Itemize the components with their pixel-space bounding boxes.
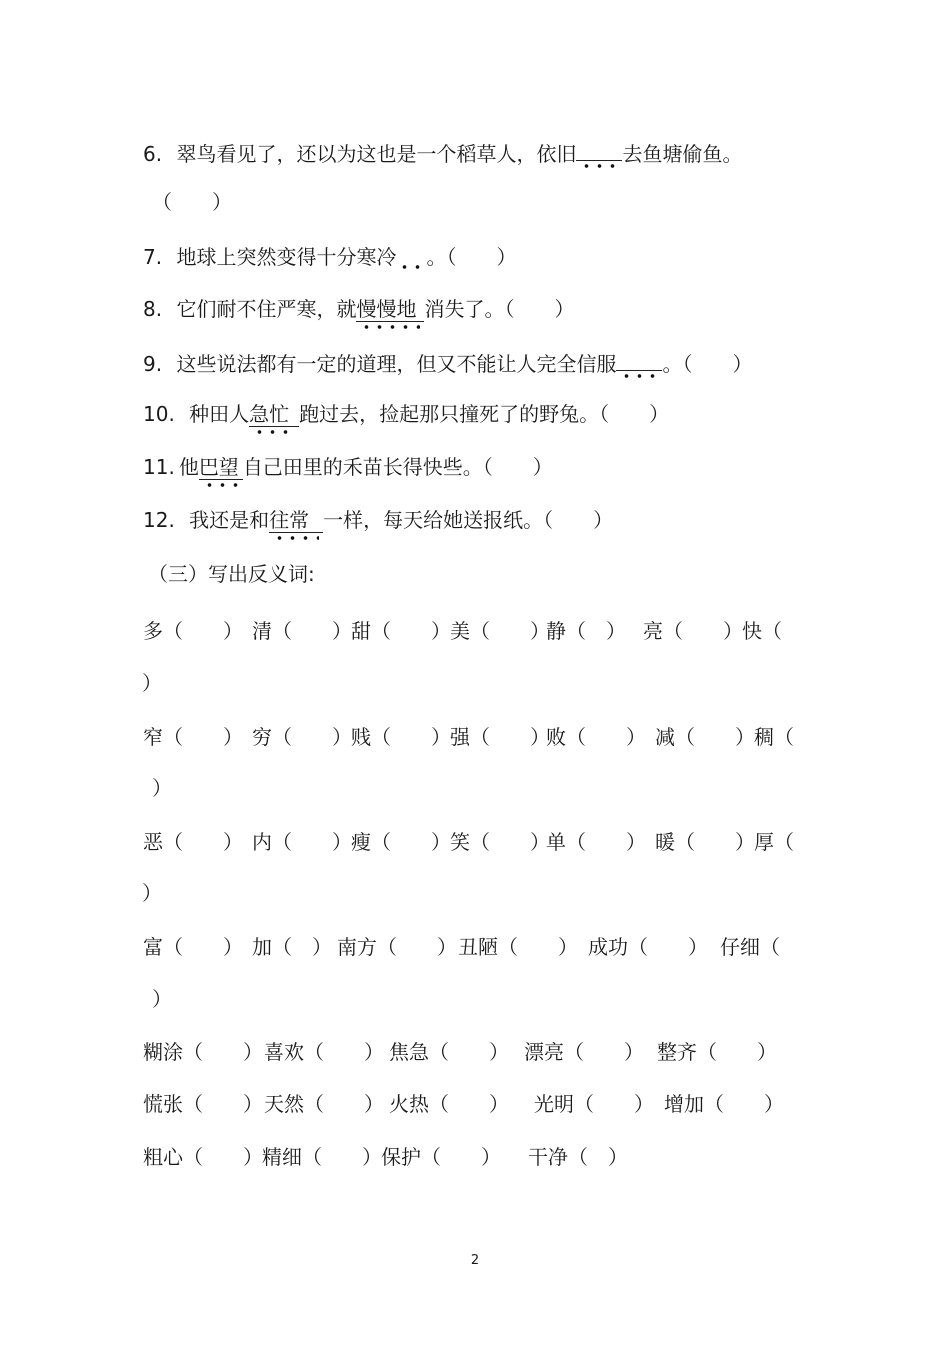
question-6-number: 6. <box>143 142 163 166</box>
antonym-item: 美（ ） <box>450 619 550 643</box>
antonym-item: 暖（ ） <box>655 830 755 854</box>
antonym-item: 光明（ ） <box>534 1092 654 1116</box>
question-12-number: 12. <box>143 508 175 532</box>
question-9-blank <box>616 350 662 371</box>
antonym-item: 单（ ） <box>546 830 646 854</box>
question-6-blank <box>576 140 622 161</box>
antonym-item: 败（ ） <box>546 725 646 749</box>
antonym-item-continuation: ） <box>152 776 172 800</box>
antonym-item: 加（ ） <box>252 935 332 959</box>
antonym-item: 快（ <box>742 619 782 643</box>
question-7 <box>143 244 516 268</box>
antonym-item: 整齐（ ） <box>657 1040 777 1064</box>
question-8 <box>143 297 574 321</box>
question-6-text-post: 去鱼塘偷鱼。 <box>622 142 743 166</box>
antonym-item: 慌张（ ） <box>143 1092 263 1116</box>
question-9-text-post: 。（ ） <box>662 352 753 376</box>
antonym-item: 焦急（ ） <box>389 1040 509 1064</box>
question-7-text-pre: 地球上突然变得十分寒冷 <box>176 245 397 269</box>
antonym-item: 富（ ） <box>143 935 243 959</box>
question-7-number: 7. <box>143 245 163 269</box>
question-10-underlined-word: 急忙 <box>249 402 299 427</box>
question-12-underlined-word: 往常 <box>269 508 323 533</box>
antonym-item: 静（ ） <box>546 619 626 643</box>
antonym-item: 粗心（ ） <box>143 1145 263 1169</box>
antonym-item: 瘦（ ） <box>351 830 451 854</box>
antonym-item: 成功（ ） <box>588 935 708 959</box>
antonym-item: 漂亮（ ） <box>524 1040 644 1064</box>
question-9-text-pre: 这些说法都有一定的道理，但又不能让人完全信服 <box>176 352 617 376</box>
question-6 <box>143 140 742 164</box>
question-12-text-pre: 我还是和 <box>189 508 270 532</box>
antonym-item: 窄（ ） <box>143 725 243 749</box>
question-9-number: 9. <box>143 352 163 376</box>
antonym-item: 厚（ <box>754 830 794 854</box>
question-12 <box>143 508 613 532</box>
question-11-underlined-word: 巴望 <box>199 455 243 480</box>
antonym-item: 内（ ） <box>252 830 352 854</box>
antonym-item: 强（ ） <box>450 725 550 749</box>
question-8-text-post: 消失了。（ ） <box>424 297 575 321</box>
antonym-item: 天然（ ） <box>264 1092 384 1116</box>
antonym-item: 丑陋（ ） <box>458 935 578 959</box>
antonym-item: 稠（ <box>754 725 794 749</box>
antonym-item-continuation: ） <box>142 881 162 905</box>
question-8-text-pre: 它们耐不住严寒，就 <box>176 297 357 321</box>
antonym-item: 恶（ ） <box>143 830 243 854</box>
antonym-item: 保护（ ） <box>381 1145 501 1169</box>
page-number: 2 <box>470 1253 480 1268</box>
antonym-item: 火热（ ） <box>389 1092 509 1116</box>
antonym-item: 亮（ ） <box>643 619 743 643</box>
antonym-item: 穷（ ） <box>252 725 352 749</box>
question-11-text-pre: 他 <box>178 455 199 479</box>
antonym-item: 糊涂（ ） <box>143 1040 263 1064</box>
antonym-item: 喜欢（ ） <box>264 1040 384 1064</box>
antonym-item-continuation: ） <box>152 987 172 1011</box>
question-11-number: 11. <box>143 455 175 479</box>
antonym-item: 甜（ ） <box>351 619 451 643</box>
question-8-underlined-word: 慢慢地 <box>356 297 424 322</box>
antonym-item: 多（ ） <box>143 619 243 643</box>
question-6-answer-paren: （ ） <box>152 190 232 214</box>
question-7-text-post: 。（ ） <box>426 245 517 269</box>
antonym-item: 南方（ ） <box>337 935 457 959</box>
question-7-emphasis-dots <box>396 244 426 264</box>
antonym-item: 仔细（ <box>720 935 780 959</box>
antonym-item: 干净（ ） <box>528 1145 628 1169</box>
antonym-item: 减（ ） <box>655 725 755 749</box>
section-3-heading: （三）写出反义词: <box>148 562 315 586</box>
question-11 <box>143 455 553 479</box>
question-10-text-post: 跑过去，捡起那只撞死了的野兔。（ ） <box>299 402 670 426</box>
antonym-item: 贱（ ） <box>351 725 451 749</box>
question-10 <box>143 402 669 426</box>
antonym-item: 精细（ ） <box>262 1145 382 1169</box>
question-6-text-pre: 翠鸟看见了，还以为这也是一个稻草人，依旧 <box>176 142 577 166</box>
question-11-text-post: 自己田里的禾苗长得快些。（ ） <box>242 455 553 479</box>
question-12-text-post: 一样，每天给她送报纸。（ ） <box>323 508 614 532</box>
antonym-item-continuation: ） <box>142 671 162 695</box>
question-6-paren-line <box>152 190 232 214</box>
antonym-item: 增加（ ） <box>664 1092 784 1116</box>
question-10-number: 10. <box>143 402 175 426</box>
question-10-text-pre: 种田人 <box>189 402 250 426</box>
antonym-item: 笑（ ） <box>450 830 550 854</box>
antonym-item: 清（ ） <box>252 619 352 643</box>
question-9 <box>143 350 752 374</box>
question-8-number: 8. <box>143 297 163 321</box>
